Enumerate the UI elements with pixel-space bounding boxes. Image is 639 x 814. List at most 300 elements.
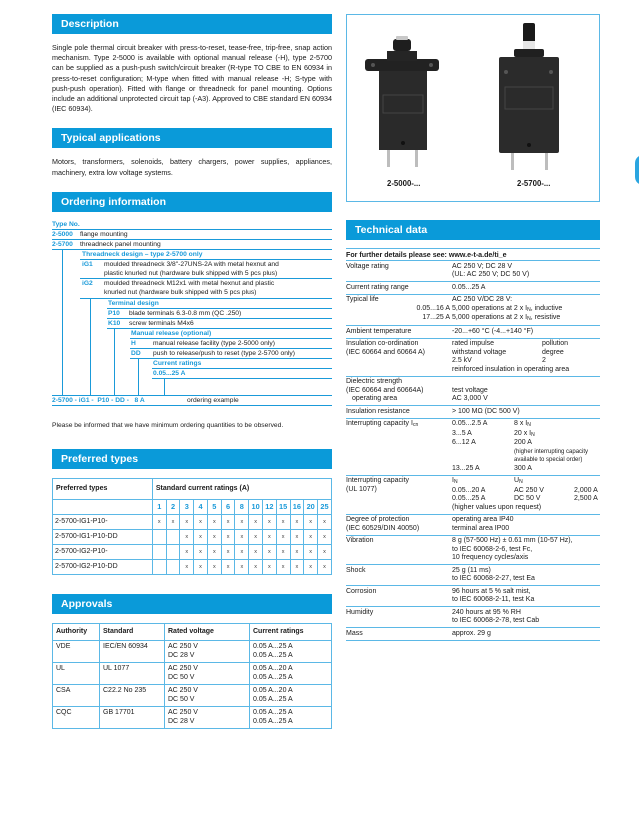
type-code: 2-5700: [52, 240, 73, 248]
availability-mark: x: [180, 514, 194, 529]
availability-mark: x: [235, 529, 249, 544]
rating-header: 20: [304, 499, 318, 514]
voltage-ac: AC 250 V: [168, 687, 198, 695]
table-row: [53, 559, 332, 574]
spec-row-interrupting: [346, 419, 600, 476]
spec-line: Interrupting capacity: [346, 477, 410, 484]
insulation-grid: [452, 340, 600, 366]
subscript: cn: [412, 422, 419, 428]
ul-grid: [452, 477, 600, 504]
life-range: 0.05...16 A: [416, 304, 450, 312]
availability-mark: x: [180, 529, 194, 544]
voltage-ac: AC 250 V: [168, 643, 198, 651]
table-row: [53, 685, 332, 707]
terminal-code: P10: [108, 309, 120, 317]
availability-mark: x: [180, 559, 194, 574]
example-code: 2-5700 - iG1 - P10 - DD - 8 A: [52, 396, 145, 404]
ordering-tree: [52, 220, 332, 416]
left-column: [52, 14, 332, 729]
release-row: [131, 349, 295, 358]
terminal-row: [108, 319, 194, 328]
rating-header: 12: [263, 499, 277, 514]
tree-branch: [62, 249, 63, 395]
availability-mark: x: [318, 544, 332, 559]
availability-mark: x: [290, 559, 304, 574]
availability-mark: x: [207, 529, 221, 544]
availability-mark: x: [194, 529, 208, 544]
type-code: 2-5000: [52, 230, 73, 238]
rating-header: 5: [207, 499, 221, 514]
spec-value: [452, 567, 600, 584]
table-row: [53, 663, 332, 685]
spec-row-corrosion: [346, 586, 600, 607]
tree-rule: [152, 378, 332, 379]
availability-mark: x: [276, 514, 290, 529]
spec-line: (UL 1077): [346, 485, 377, 493]
ins-cell: 2: [542, 357, 546, 364]
spec-label: [346, 516, 452, 533]
table-row: [53, 641, 332, 663]
threadneck-desc-cont: knurled nut (hardware bulk shipped with 5 pcs plus): [104, 288, 257, 296]
availability-mark: x: [235, 514, 249, 529]
approvals-table: [52, 623, 332, 730]
spec-label: Voltage rating: [346, 262, 389, 270]
type-desc: threadneck panel mounting: [80, 240, 161, 248]
spec-label: Vibration: [346, 537, 374, 544]
terminal-title: Terminal design: [108, 299, 159, 307]
col-header: Preferred types: [53, 478, 153, 499]
voltage-dc: DC 28 V: [168, 717, 195, 725]
example-label: ordering example: [187, 396, 239, 404]
availability-mark: x: [221, 529, 235, 544]
col-header: Standard: [100, 623, 165, 641]
further-details-link[interactable]: For further details please see: www.e-t-a.de/ti_e: [346, 248, 600, 261]
spec-line: AC 250 V; DC 28 V: [452, 262, 513, 270]
spec-value: [416, 296, 600, 324]
spec-line: test voltage: [452, 386, 488, 394]
spec-row-ambient: [346, 326, 600, 339]
availability-mark: x: [152, 514, 166, 529]
spec-value: [452, 537, 600, 563]
tree-branch: [90, 298, 91, 395]
tree-branch: [138, 358, 139, 395]
spec-line: Degree of protection: [346, 516, 410, 523]
spec-line: 25 g (11 ms): [452, 566, 491, 574]
spec-label: Ambient temperature: [346, 327, 412, 335]
spec-value: 0.05...25 A: [452, 283, 486, 291]
availability-mark: [166, 529, 180, 544]
release-row: [131, 339, 275, 348]
spec-row-life: [346, 295, 600, 327]
icn-val: [514, 430, 600, 440]
voltage-dc: DC 50 V: [168, 695, 195, 703]
current-ratings: [250, 663, 332, 685]
type-name: 2-5700-IG1-P10-: [53, 514, 153, 529]
availability-mark: x: [290, 544, 304, 559]
icn-range: 0.05...2.5 A: [452, 420, 488, 427]
spec-line: (IEC 60529/DIN 40050): [346, 524, 420, 532]
icn-val-text: 20 x I: [514, 429, 532, 437]
spec-label: [346, 420, 452, 473]
current-dc: 0.05 A...25 A: [253, 651, 293, 659]
spec-line: AC 3,000 V: [452, 395, 488, 402]
spec-label: Humidity: [346, 608, 374, 616]
release-title: Manual release (optional): [131, 329, 212, 337]
icn-grid: [452, 420, 600, 473]
rating-header: 8: [235, 499, 249, 514]
availability-mark: [166, 559, 180, 574]
ul-head-u: [514, 477, 574, 487]
availability-mark: [152, 529, 166, 544]
subscript: N: [527, 306, 531, 313]
spec-label: [346, 378, 452, 404]
availability-mark: x: [194, 514, 208, 529]
product-label: 2-5000-...: [387, 179, 421, 188]
type-desc: flange mounting: [80, 230, 128, 238]
right-column: [346, 14, 600, 641]
spec-line: operating area IP40: [452, 516, 514, 523]
spec-value: [452, 340, 600, 374]
spec-line: (UL: AC 250 V; DC 50 V): [452, 271, 530, 278]
availability-mark: [152, 544, 166, 559]
terminal-code: K10: [108, 319, 121, 327]
circuit-breaker-photos: [347, 15, 601, 201]
breaker-2-5000-icon: [365, 36, 439, 167]
availability-mark: x: [304, 559, 318, 574]
technical-data-table: [346, 248, 600, 641]
ratings-range: 0.05...25 A: [153, 369, 186, 377]
spec-label: [346, 340, 452, 374]
spec-row-ul-interrupting: [346, 476, 600, 515]
release-desc: manual release facility (type 2-5000 only): [153, 339, 275, 347]
spec-value: [452, 263, 600, 280]
type-no-label: Type No.: [52, 220, 80, 228]
product-image: [346, 14, 600, 202]
spec-line: to IEC 60068-2-27, test Ea: [452, 575, 535, 582]
standard: UL 1077: [100, 663, 165, 685]
spec-value: [452, 516, 600, 533]
table-row: [53, 544, 332, 559]
availability-mark: x: [180, 544, 194, 559]
description-header: Description: [52, 14, 332, 34]
rated-voltage: [165, 707, 250, 729]
spec-line: to IEC 60068-2-11, test Ka: [452, 596, 535, 603]
breaker-2-5700-icon: [499, 23, 559, 170]
ratings-row: [53, 499, 332, 514]
availability-mark: x: [290, 529, 304, 544]
threadneck-desc-cont: plastic knurled nut (hardware bulk shipped with 5 pcs plus): [104, 269, 278, 277]
spec-value: approx. 29 g: [452, 629, 491, 637]
ins-cell: pollution: [542, 340, 569, 347]
current-ratings: [250, 707, 332, 729]
spec-line: 10 frequency cycles/axis: [452, 554, 529, 561]
availability-mark: x: [249, 544, 263, 559]
type-row: [52, 240, 161, 249]
availability-mark: [152, 559, 166, 574]
life-ops: 5,000 operations at 2 x $I_N$, resistive: [452, 314, 561, 322]
current-ac: 0.05 A...20 A: [253, 665, 293, 673]
availability-mark: x: [318, 559, 332, 574]
availability-mark: x: [221, 544, 235, 559]
availability-mark: x: [235, 544, 249, 559]
spec-row-humidity: [346, 607, 600, 628]
ins-cell: 2.5 kV: [452, 357, 472, 364]
icn-range: 6...12 A: [452, 439, 476, 446]
subscript: N: [453, 479, 458, 485]
ul-head-text: I: [452, 477, 454, 484]
ul-head-text: U: [514, 477, 520, 484]
life-ops-text: 5,000 operations at 2 x I: [452, 314, 528, 321]
icn-val: 200 A: [514, 439, 532, 446]
icn-range: 3...5 A: [452, 429, 472, 437]
table-row: [53, 707, 332, 729]
availability-mark: x: [263, 529, 277, 544]
spec-row-mass: [346, 628, 600, 641]
life-ops-text: 5,000 operations at 2 x I: [452, 304, 528, 312]
spec-line: to IEC 60068-2-6, test Fc,: [452, 545, 533, 553]
availability-mark: x: [207, 544, 221, 559]
type-name: 2-5700-IG2-P10-DD: [53, 559, 153, 574]
spec-line: Insulation co-ordination: [346, 340, 419, 347]
spec-line: terminal area IP00: [452, 524, 510, 532]
type-name: 2-5700-IG2-P10-: [53, 544, 153, 559]
current-ac: 0.05 A...25 A: [253, 643, 293, 651]
current-ac: 0.05 A...25 A: [253, 709, 293, 717]
ul-u: AC 250 V: [514, 486, 544, 494]
ul-c: 2,500 A: [574, 495, 598, 502]
authority: UL: [53, 663, 100, 685]
ul-u: DC 50 V: [514, 495, 541, 502]
voltage-dc: DC 50 V: [168, 673, 195, 681]
current-dc: 0.05 A...25 A: [253, 673, 293, 681]
standard: IEC/EN 60934: [100, 641, 165, 663]
spec-value: [452, 420, 600, 473]
col-header: Authority: [53, 623, 100, 641]
description-text: Single pole thermal circuit breaker with press-to-reset, tease-free, trip-free, snap action mechanism. Type 2-5000 is available with optional manual release (-H), type 2-5700 can be supplied as a push-push switch/circuit breaker (R-type TO CBE to EN 60934 in press-to-reset configuration; M-type when fitted with manual release -H; S-type with push-push operation). Fitted with flange or threadneck for panel mounting. Options include an additional unprotected circuit tap (-A3). Approved to CBE standard EN 60934 (IEC 60934).: [52, 43, 332, 114]
life-range: 17...25 A: [422, 314, 450, 321]
spec-line: (higher values upon request): [452, 503, 542, 511]
spec-value: [452, 378, 600, 404]
spec-line: reinforced insulation in operating area: [452, 365, 570, 373]
life-ops-type: resistive: [534, 314, 561, 321]
subscript: N: [527, 422, 531, 428]
spec-line: 96 hours at 5 % salt mist,: [452, 587, 531, 595]
tree-branch: [114, 328, 115, 395]
voltage-ac: AC 250 V: [168, 709, 198, 717]
spec-value: -20...+60 °C (-4...+140 °F): [452, 327, 534, 335]
threadneck-desc: moulded threadneck M12x1 with metal hexnut and plastic: [104, 279, 275, 287]
availability-mark: x: [249, 559, 263, 574]
type-name: 2-5700-IG1-P10-DD: [53, 529, 153, 544]
current-ac: 0.05 A...20 A: [253, 687, 293, 695]
page-side-tab: [635, 155, 639, 185]
product-label: 2-5700-...: [517, 179, 551, 188]
availability-mark: x: [235, 559, 249, 574]
icn-val-text: 8 x I: [514, 420, 528, 427]
spec-value: [452, 477, 600, 512]
spec-label: Insulation resistance: [346, 407, 410, 415]
spec-line: to IEC 60068-2-78, test Cab: [452, 617, 540, 624]
col-header: Current ratings: [250, 623, 332, 641]
spec-row-insulation: [346, 339, 600, 377]
icn-val: [514, 420, 600, 430]
subscript: N: [531, 431, 535, 438]
current-dc: 0.05 A...25 A: [253, 717, 293, 725]
empty-cell: [53, 499, 153, 514]
ordering-note: Please be informed that we have minimum ordering quantities to be observed.: [52, 421, 284, 429]
ordering-example: [52, 396, 239, 405]
availability-mark: x: [249, 529, 263, 544]
availability-mark: x: [221, 514, 235, 529]
tree-branch: [164, 378, 165, 395]
threadneck-row: [82, 260, 279, 269]
rating-header: 6: [221, 499, 235, 514]
spec-line: (IEC 60664 and 60664A): [346, 386, 424, 394]
availability-mark: x: [221, 559, 235, 574]
availability-mark: x: [304, 529, 318, 544]
spec-line: (IEC 60664 and 60664 A): [346, 348, 426, 356]
spec-line: operating area: [352, 395, 398, 402]
type-row: [52, 230, 128, 239]
rated-voltage: [165, 663, 250, 685]
terminal-desc: blade terminals 6.3-0.8 mm (QC .250): [129, 309, 242, 317]
current-dc: 0.05 A...25 A: [253, 695, 293, 703]
rating-header: 16: [290, 499, 304, 514]
spec-row-protection: [346, 515, 600, 536]
life-ops-type: inductive: [534, 304, 563, 312]
applications-header: Typical applications: [52, 128, 332, 148]
spec-line: Dielectric strength: [346, 378, 403, 385]
current-ratings: [250, 685, 332, 707]
col-header: Standard current ratings (A): [152, 478, 331, 499]
rating-header: 2: [166, 499, 180, 514]
terminal-desc: screw terminals M4x6: [129, 319, 194, 327]
current-ratings: [250, 641, 332, 663]
release-code: DD: [131, 349, 141, 357]
rated-voltage: [165, 685, 250, 707]
threadneck-code: iG1: [82, 260, 93, 268]
authority: CQC: [53, 707, 100, 729]
approvals-header: Approvals: [52, 594, 332, 614]
availability-mark: x: [207, 559, 221, 574]
icn-note: available to special order): [514, 457, 583, 463]
availability-mark: x: [318, 529, 332, 544]
rating-header: 10: [249, 499, 263, 514]
table-row: [53, 514, 332, 529]
standard: C22.2 No 235: [100, 685, 165, 707]
table-row: [53, 529, 332, 544]
preferred-types-table: [52, 478, 332, 575]
life-ops: 5,000 operations at 2 x $I_N$, inductive: [452, 304, 563, 313]
ins-cell: rated impulse: [452, 340, 495, 347]
availability-mark: x: [290, 514, 304, 529]
ins-cell: withstand voltage: [452, 348, 507, 356]
ul-i: 0.05...25 A: [452, 495, 486, 502]
release-code: H: [131, 339, 136, 347]
availability-mark: x: [304, 514, 318, 529]
threadneck-title: Threadneck design – type 2-5700 only: [82, 250, 203, 258]
availability-mark: x: [304, 544, 318, 559]
ul-head-i: [452, 477, 514, 487]
icn-val: 300 A: [514, 464, 532, 472]
subscript: N: [519, 479, 523, 485]
availability-mark: [166, 544, 180, 559]
rated-voltage: [165, 641, 250, 663]
icn-range: 13...25 A: [452, 464, 480, 472]
icn-note: (higher interrupting capacity: [514, 448, 589, 455]
spec-row-current: [346, 282, 600, 295]
voltage-dc: DC 28 V: [168, 651, 195, 659]
subscript: N: [527, 316, 531, 322]
rating-header: 1: [152, 499, 166, 514]
rating-header: 4: [194, 499, 208, 514]
spec-row-insulation-resistance: [346, 406, 600, 419]
rating-header: 3: [180, 499, 194, 514]
availability-mark: x: [276, 529, 290, 544]
availability-mark: x: [276, 559, 290, 574]
availability-mark: x: [276, 544, 290, 559]
spec-row-dielectric: [346, 377, 600, 407]
spec-line: AC 250 V/DC 28 V:: [452, 296, 513, 303]
spec-label: Mass: [346, 629, 363, 637]
spec-label: Shock: [346, 566, 366, 574]
applications-text: Motors, transformers, solenoids, battery chargers, power supplies, appliances, machinery, extra low voltage systems.: [52, 157, 332, 177]
threadneck-desc: moulded threadneck 3/8"-27UNS-2A with metal hexnut and: [104, 260, 279, 268]
spec-label: Typical life: [346, 296, 379, 303]
availability-mark: x: [194, 544, 208, 559]
spec-value: [452, 588, 600, 605]
availability-mark: x: [166, 514, 180, 529]
ratings-title: Current ratings: [153, 359, 202, 367]
availability-mark: x: [194, 559, 208, 574]
spec-value: [452, 609, 600, 626]
ordering-header: Ordering information: [52, 192, 332, 212]
spec-line: 240 hours at 95 % RH: [452, 608, 521, 616]
spec-line: 8 g (57-500 Hz) ± 0.61 mm (10-57 Hz),: [452, 537, 573, 544]
terminal-row: [108, 309, 241, 318]
rating-header: 15: [276, 499, 290, 514]
availability-mark: x: [263, 559, 277, 574]
authority: VDE: [53, 641, 100, 663]
tree-rule: [52, 405, 332, 406]
spec-label-text: Interrupting capacity I: [346, 420, 413, 427]
ul-i: 0.05...20 A: [452, 486, 486, 494]
rating-header: 25: [318, 499, 332, 514]
authority: CSA: [53, 685, 100, 707]
col-header: Rated voltage: [165, 623, 250, 641]
ul-c: 2,000 A: [574, 486, 598, 494]
technical-header: Technical data: [346, 220, 600, 240]
spec-row-shock: [346, 565, 600, 586]
availability-mark: x: [263, 544, 277, 559]
life-grid: [402, 305, 600, 324]
threadneck-code: iG2: [82, 279, 93, 287]
preferred-header: Preferred types: [52, 449, 332, 469]
standard: GB 17701: [100, 707, 165, 729]
release-desc: push to release/push to reset (type 2-5700 only): [153, 349, 296, 357]
spec-row-voltage: [346, 261, 600, 282]
availability-mark: x: [318, 514, 332, 529]
spec-label: [346, 477, 452, 512]
spec-row-vibration: [346, 536, 600, 566]
availability-mark: x: [207, 514, 221, 529]
threadneck-row: [82, 279, 274, 288]
availability-mark: x: [263, 514, 277, 529]
spec-value: > 100 MΩ (DC 500 V): [452, 407, 520, 415]
availability-mark: x: [249, 514, 263, 529]
voltage-ac: AC 250 V: [168, 665, 198, 673]
spec-label: Corrosion: [346, 587, 377, 595]
